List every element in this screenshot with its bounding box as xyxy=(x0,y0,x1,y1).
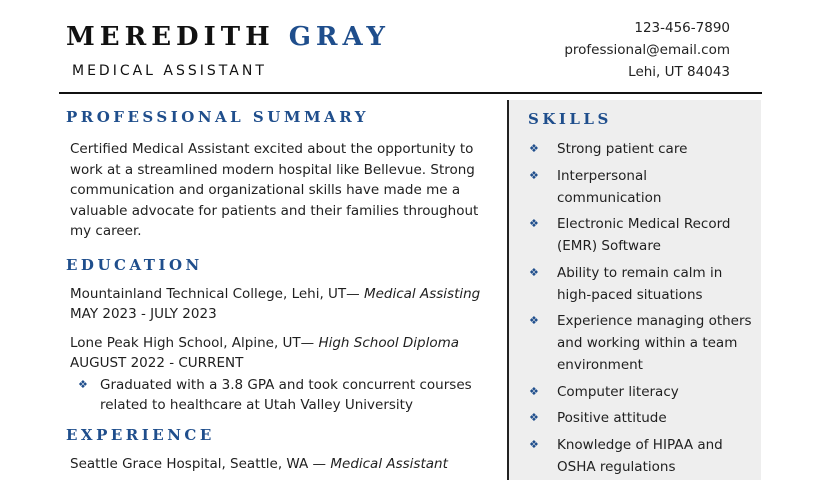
contact-block xyxy=(564,17,730,83)
school-location: , Lehi, UT— xyxy=(282,285,364,302)
education-dates: AUGUST 2022 - CURRENT xyxy=(70,354,244,371)
skill-text: Positive attitude xyxy=(557,410,667,426)
skill-text: Interpersonal communication xyxy=(557,167,662,206)
skills-sidebar xyxy=(507,100,761,480)
skill-item xyxy=(529,310,754,376)
school-name: Lone Peak High School xyxy=(70,334,224,351)
skill-item xyxy=(529,407,754,429)
skill-item xyxy=(529,165,754,209)
email: professional@email.com xyxy=(564,42,730,58)
diamond-bullet-icon: ❖ xyxy=(78,377,88,391)
diamond-bullet-icon: ❖ xyxy=(529,384,539,398)
location: Lehi, UT 84043 xyxy=(628,64,730,80)
skill-item xyxy=(529,138,754,160)
skill-text: Ability to remain calm in high-paced situations xyxy=(557,264,723,303)
skill-text: Computer literacy xyxy=(557,383,679,400)
education-dates: MAY 2023 - JULY 2023 xyxy=(70,305,217,322)
diamond-bullet-icon: ❖ xyxy=(529,168,539,182)
skill-text: Strong patient care xyxy=(557,141,688,157)
skill-item xyxy=(529,213,754,257)
skill-item xyxy=(529,434,754,478)
employer-location: , Seattle, WA — xyxy=(221,455,331,472)
last-name: GRAY xyxy=(288,22,390,52)
education-entry xyxy=(70,284,486,304)
diamond-bullet-icon: ❖ xyxy=(529,437,539,451)
diamond-bullet-icon: ❖ xyxy=(529,314,539,327)
skill-text: Experience managing others and working within a team environment xyxy=(557,313,752,373)
diamond-bullet-icon: ❖ xyxy=(529,411,539,424)
experience-entry xyxy=(70,454,486,474)
skill-text: Knowledge of HIPAA and OSHA regulations xyxy=(557,436,723,475)
summary-heading: PROFESSIONAL SUMMARY xyxy=(66,108,369,126)
education-entry xyxy=(70,333,486,353)
employer-name: Seattle Grace Hospital xyxy=(70,455,222,472)
bullet-text: Graduated with a 3.8 GPA and took concurrent courses related to healthcare at Utah Valley University xyxy=(100,376,472,413)
school-name: Mountainland Technical College xyxy=(70,285,283,302)
skill-text: Electronic Medical Record (EMR) Software xyxy=(557,216,731,254)
summary-text: Certified Medical Assistant excited about the opportunity to work at a streamlined modern hospital like Bellevue. Strong communication and organizational skills have made me a valuable advocate for patients and their families throughout my career. xyxy=(70,141,479,239)
diamond-bullet-icon: ❖ xyxy=(529,142,539,155)
job-title: MEDICAL ASSISTANT xyxy=(72,63,267,79)
header-divider xyxy=(59,92,762,94)
education-heading: EDUCATION xyxy=(66,255,203,274)
skills-list xyxy=(529,138,754,482)
main-column xyxy=(66,104,486,474)
degree: Medical Assisting xyxy=(363,285,481,302)
skills-heading: SKILLS xyxy=(528,110,612,128)
first-name: MEREDITH xyxy=(66,22,275,52)
degree: High School Diploma xyxy=(318,334,460,351)
diamond-bullet-icon: ❖ xyxy=(529,217,539,230)
skill-item xyxy=(529,262,754,306)
phone: 123-456-7890 xyxy=(634,20,730,36)
experience-heading: EXPERIENCE xyxy=(66,425,215,444)
candidate-name xyxy=(66,22,390,52)
education-bullet xyxy=(78,375,486,415)
job-role: Medical Assistant xyxy=(330,455,448,472)
diamond-bullet-icon: ❖ xyxy=(529,265,539,279)
school-location: , Alpine, UT— xyxy=(223,334,319,351)
skill-item xyxy=(529,381,754,403)
